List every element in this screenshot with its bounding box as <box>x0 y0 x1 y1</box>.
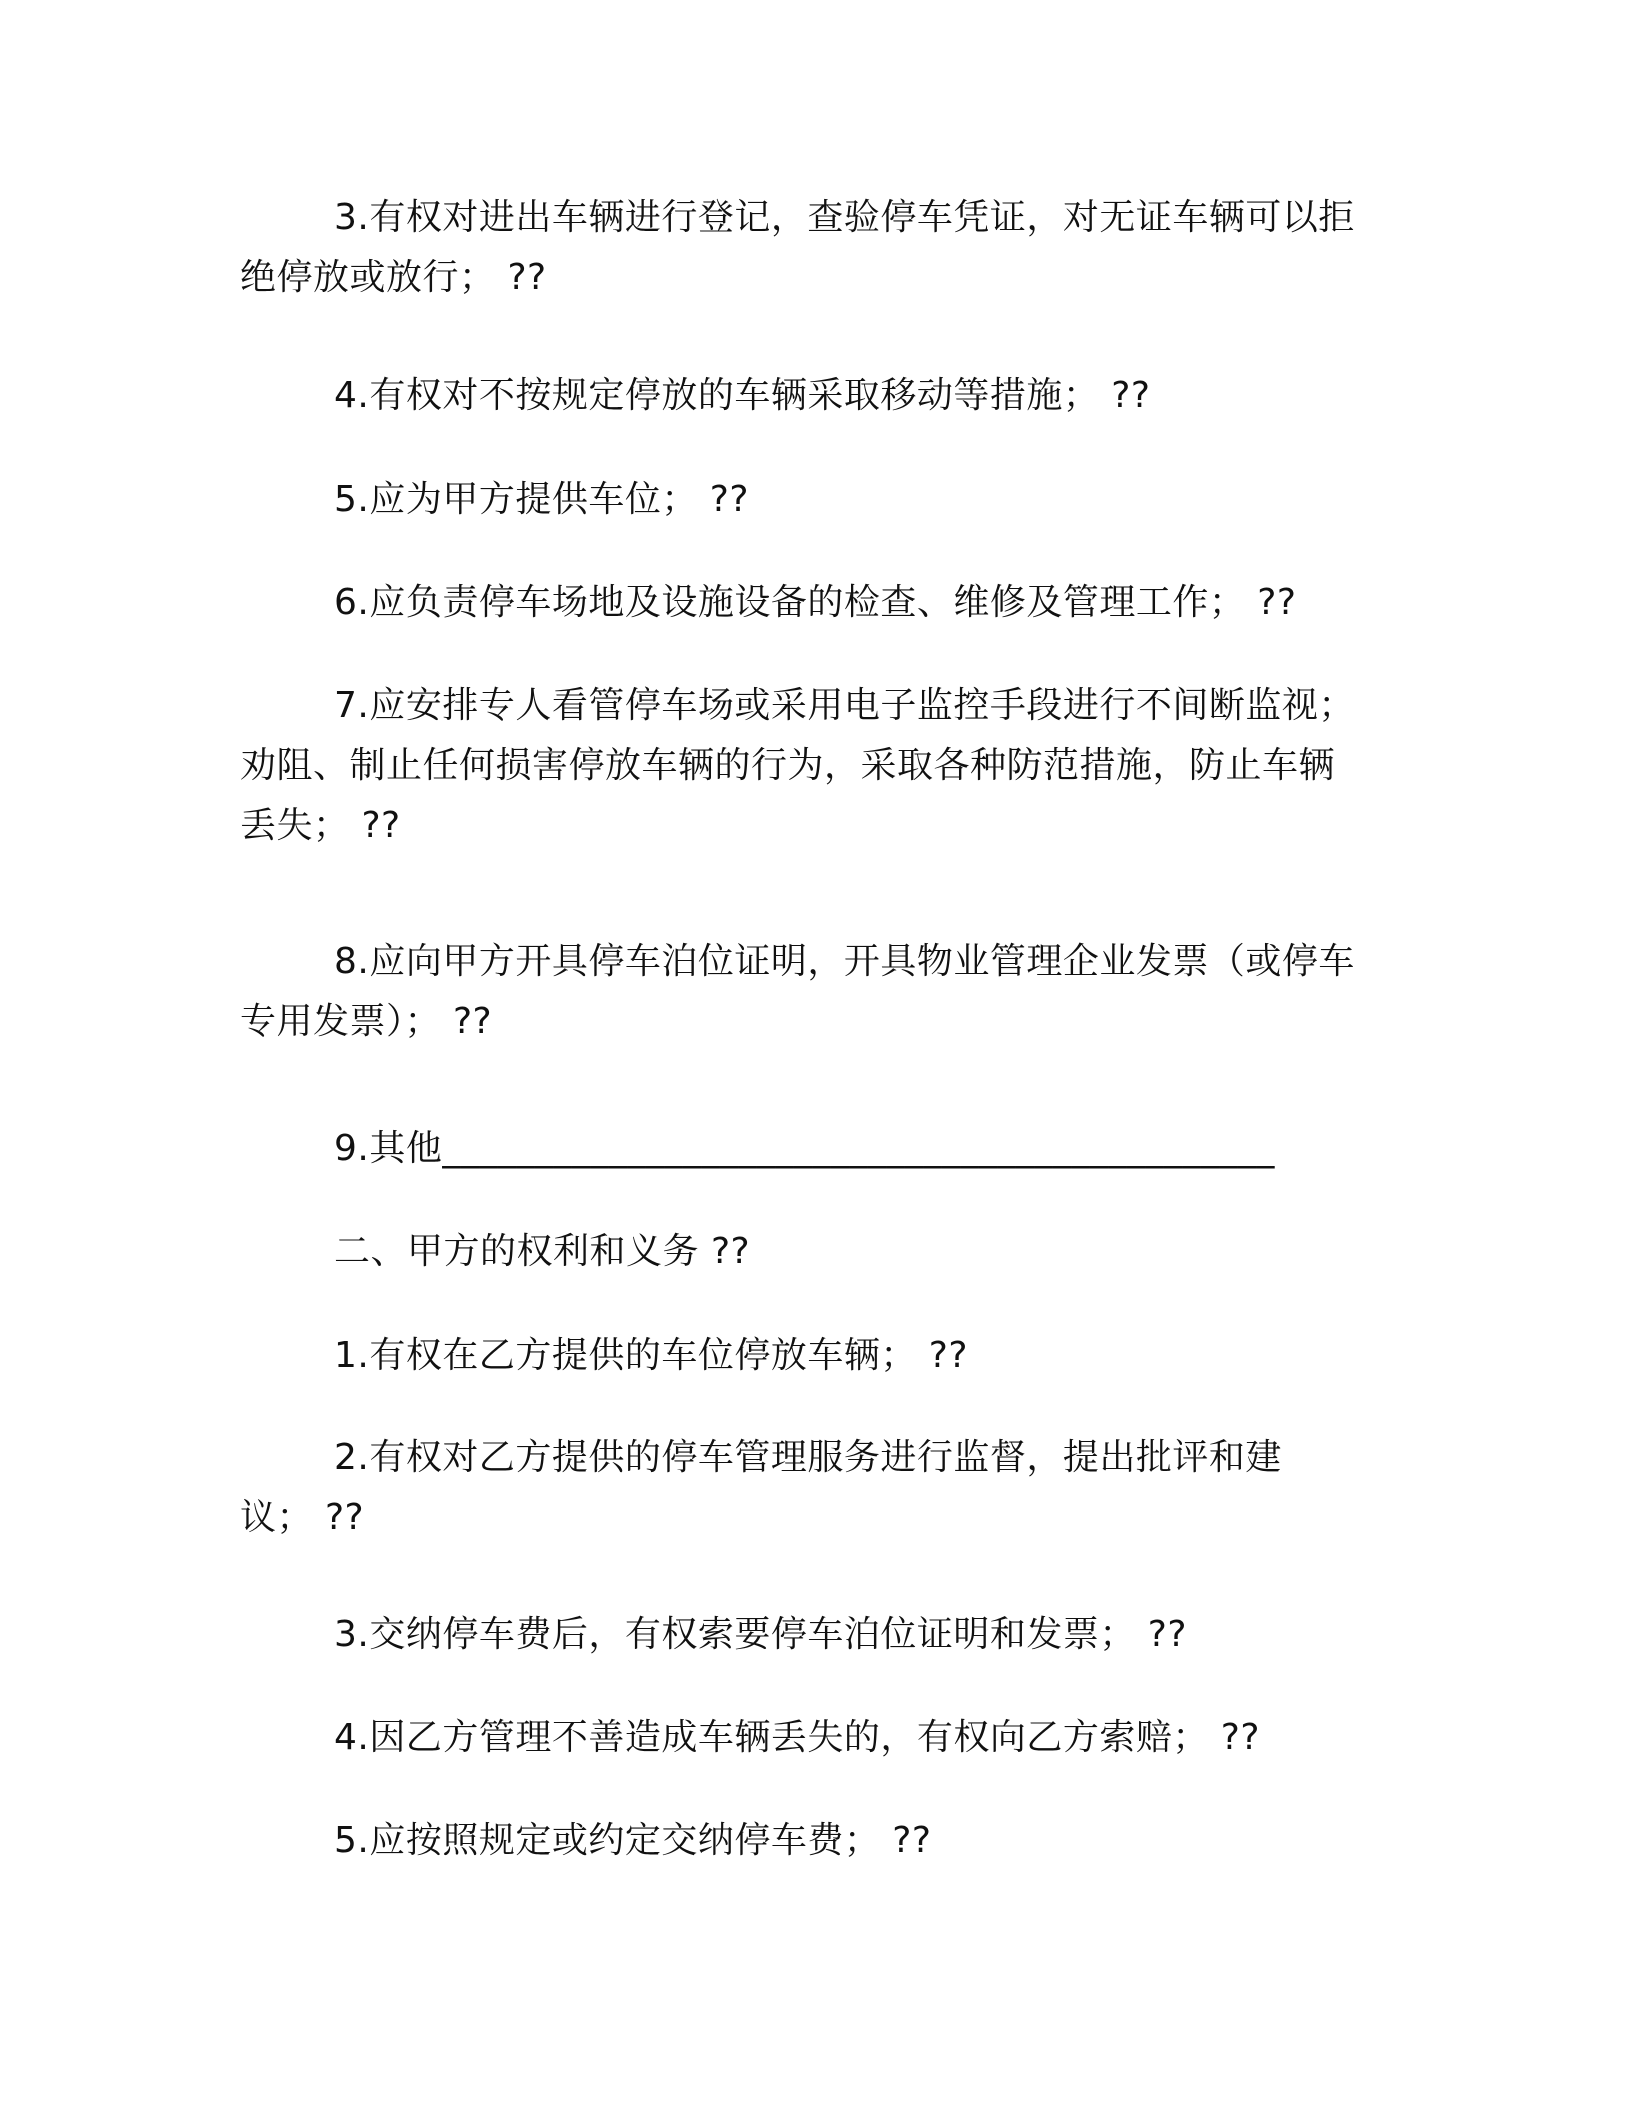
text-line: 7.应安排专人看管停车场或采用电子监控手段进行不间断监视； <box>334 685 1355 726</box>
paragraph-clause-3 <box>240 188 1370 308</box>
paragraph-clause-7 <box>240 676 1370 856</box>
text-line: 4.有权对不按规定停放的车辆采取移动等措施； ?? <box>334 375 1151 416</box>
text-line: 4.因乙方管理不善造成车辆丢失的，有权向乙方索赔； ?? <box>334 1717 1261 1758</box>
text-line: 专用发票）； ?? <box>240 1001 493 1042</box>
paragraph-clause-8 <box>240 932 1370 1052</box>
paragraph-a-clause-1 <box>240 1326 1370 1386</box>
text-line: 劝阻、制止任何损害停放车辆的行为，采取各种防范措施，防止车辆 <box>240 745 1336 786</box>
paragraph-clause-9 <box>240 1119 1370 1179</box>
paragraph-a-clause-4 <box>240 1708 1370 1768</box>
text-line: 3.交纳停车费后，有权索要停车泊位证明和发票； ?? <box>334 1614 1188 1655</box>
text-line: 1.有权在乙方提供的车位停放车辆； ?? <box>334 1335 969 1376</box>
paragraph-a-clause-3 <box>240 1605 1370 1665</box>
text-line: 9.其他_____________________________________________ <box>334 1128 1275 1169</box>
paragraph-clause-4 <box>240 366 1370 426</box>
text-line: 8.应向甲方开具停车泊位证明，开具物业管理企业发票（或停车 <box>334 941 1355 982</box>
text-line: 3.有权对进出车辆进行登记，查验停车凭证，对无证车辆可以拒 <box>334 197 1355 238</box>
paragraph-a-clause-2 <box>240 1428 1370 1548</box>
section-heading-party-a <box>240 1222 1370 1282</box>
paragraph-a-clause-5 <box>240 1811 1370 1871</box>
section-heading: 二、甲方的权利和义务 ?? <box>334 1231 751 1272</box>
text-line: 丢失； ?? <box>240 805 401 846</box>
text-line: 绝停放或放行； ?? <box>240 257 547 298</box>
paragraph-clause-6 <box>240 573 1370 633</box>
text-line: 5.应为甲方提供车位； ?? <box>334 479 750 520</box>
text-line: 5.应按照规定或约定交纳停车费； ?? <box>334 1820 932 1861</box>
text-line: 6.应负责停车场地及设施设备的检查、维修及管理工作； ?? <box>334 582 1297 623</box>
text-line: 2.有权对乙方提供的停车管理服务进行监督，提出批评和建 <box>334 1437 1282 1478</box>
paragraph-clause-5 <box>240 470 1370 530</box>
text-line: 议； ?? <box>240 1497 365 1538</box>
